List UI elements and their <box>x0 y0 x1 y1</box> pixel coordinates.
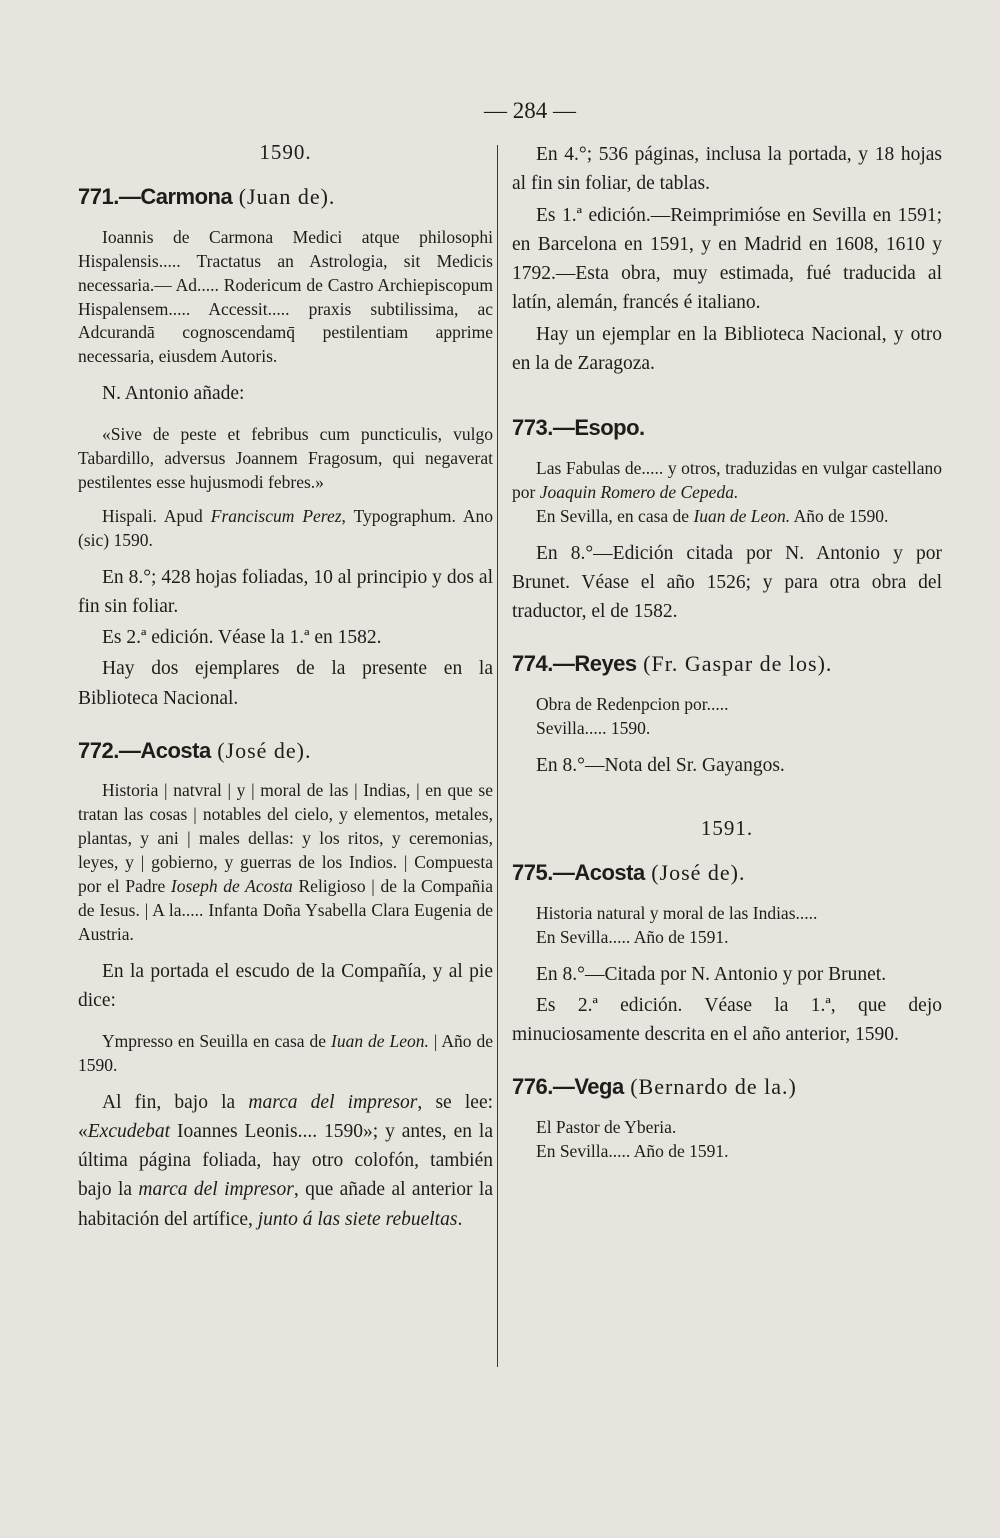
edition-note: En 8.°—Edición citada por N. Antonio y por Brunet. Véase el año 1526; y para otra obra del traductor, el de 1582. <box>512 542 942 622</box>
entry-author-forename: (Fr. Gaspar de los). <box>636 651 833 677</box>
edition-note: Es 2.ª edición. Véase la 1.ª en 1582. <box>102 627 382 648</box>
entry-number: 773. <box>512 415 553 440</box>
entry-number: 771. <box>78 184 119 209</box>
entry-author: —Acosta <box>552 860 645 886</box>
colophon-note: Al fin, bajo la marca del impresor, se lee: «Excudebat Ioannes Leonis.... 1590»; y antes, en la última página foliada, hay otro colofón, también bajo la marca del impresor, que añade al anterior la habitación del artífice, junto á las siete rebueltas. <box>78 1091 494 1230</box>
entry-title: Historia | natvral | y | moral de las | Indias, | en que se tratan las cosas | notables del cielo, y elementos, metales, plantas, y ani | males dellas: y los ritos, y ceremonias, leyes, y | gobierno, y guerras de los Indios. | Compuesta por el Padre Ioseph de Acosta Religioso | de la Compañia de Iesus. | A la..... Infanta Doña Ysabella Clara Eugenia de Austria. <box>78 780 493 945</box>
entry-title: Obra de Redenpcion por..... <box>536 693 729 714</box>
entry-heading-771 <box>78 183 493 212</box>
imprint: Sevilla..... 1590. <box>536 717 651 738</box>
entry-number: 775. <box>512 860 553 886</box>
entry-author-forename: (Juan de). <box>232 184 336 209</box>
entry-title: Las Fabulas de..... y otros, traduzidas en vulgar castellano por Joaquin Romero de Cepeda. <box>512 457 942 502</box>
entry-heading-774 <box>512 650 942 679</box>
quote: «Sive de peste et febribus cum puncticulis, vulgo Tabardillo, adversus Joannem Fragosum, qui negaverat pestilentes esse hujusmodi febres.» <box>78 423 493 492</box>
left-column <box>78 140 493 1236</box>
imprint: Ympresso en Seuilla en casa de Iuan de Leon. | Año de 1590. <box>78 1030 493 1075</box>
entry-author: —Carmona <box>118 184 233 209</box>
copies-note: Hay dos ejemplares de la presente en la Biblioteca Nacional. <box>78 658 493 709</box>
imprint: En Sevilla..... Año de 1591. <box>536 1140 729 1161</box>
imprint: En Sevilla, en casa de Iuan de Leon. Año de 1590. <box>536 505 889 526</box>
entry-author: —Reyes <box>552 651 637 677</box>
entry-number: 774. <box>512 651 553 677</box>
entry-title: El Pastor de Yberia. <box>536 1116 677 1137</box>
entry-author-forename: (Bernardo de la.) <box>623 1074 797 1100</box>
edition-note: Es 2.ª edición. Véase la 1.ª, que dejo minuciosamente descrita en el año anterior, 1590. <box>512 994 942 1046</box>
entry-author-forename: (José de). <box>644 860 746 886</box>
column-divider <box>497 145 498 1367</box>
edition-note: En 8.°—Citada por N. Antonio y por Brunet. <box>536 963 887 985</box>
entry-heading-776 <box>512 1073 942 1102</box>
copies-note: Hay un ejemplar en la Biblioteca Nacional, y otro en la de Zaragoza. <box>512 323 942 374</box>
portada-note: En la portada el escudo de la Compañía, y al pie dice: <box>78 961 493 1012</box>
edition-note: En 8.°—Nota del Sr. Gayangos. <box>536 754 785 776</box>
entry-author: —Vega <box>552 1074 624 1100</box>
note-intro: N. Antonio añade: <box>102 383 245 405</box>
entry-number: 776. <box>512 1074 553 1100</box>
entry-number: 772. <box>78 737 119 763</box>
entry-author-forename: (José de). <box>210 737 312 763</box>
entry-heading-772 <box>78 737 493 766</box>
year-heading: 1591. <box>700 816 754 841</box>
entry-heading-775 <box>512 859 942 888</box>
right-column <box>512 140 942 1174</box>
entry-title: Ioannis de Carmona Medici atque philosophi Hispalensis..... Tractatus an Astrologia, sit Medicis necessaria.— Ad..... Rodericum de Castro Archiepiscopum Hispalensem..... Accessit..... praxis subtilissima, ac Adcurandā cognoscendamq̄ pestilentiam apprime necessaria, eiusdem Autoris. <box>78 226 493 367</box>
entry-heading-773 <box>512 414 942 443</box>
edition-note: Es 1.ª edición.—Reimprimióse en Sevilla en 1591; en Barcelona en 1591, y en Madrid en 1608, 1610 y 1792.—Esta obra, muy estimada, fué traducida al latín, alemán, francés é italiano. <box>512 204 942 314</box>
entry-author: —Esopo. <box>552 415 645 440</box>
physical-description: En 4.°; 536 páginas, inclusa la portada, y 18 hojas al fin sin foliar, de tablas. <box>512 144 942 195</box>
imprint: En Sevilla..... Año de 1591. <box>536 926 729 947</box>
imprint: Hispali. Apud Franciscum Perez, Typographum. Ano (sic) 1590. <box>78 505 494 550</box>
entry-author: —Acosta <box>118 737 211 763</box>
page-number: — 284 — <box>484 98 576 123</box>
physical-description: En 8.°; 428 hojas foliadas, 10 al principio y dos al fin sin foliar. <box>78 566 493 617</box>
year-heading: 1590. <box>259 140 312 164</box>
entry-title: Historia natural y moral de las Indias..... <box>536 902 818 923</box>
